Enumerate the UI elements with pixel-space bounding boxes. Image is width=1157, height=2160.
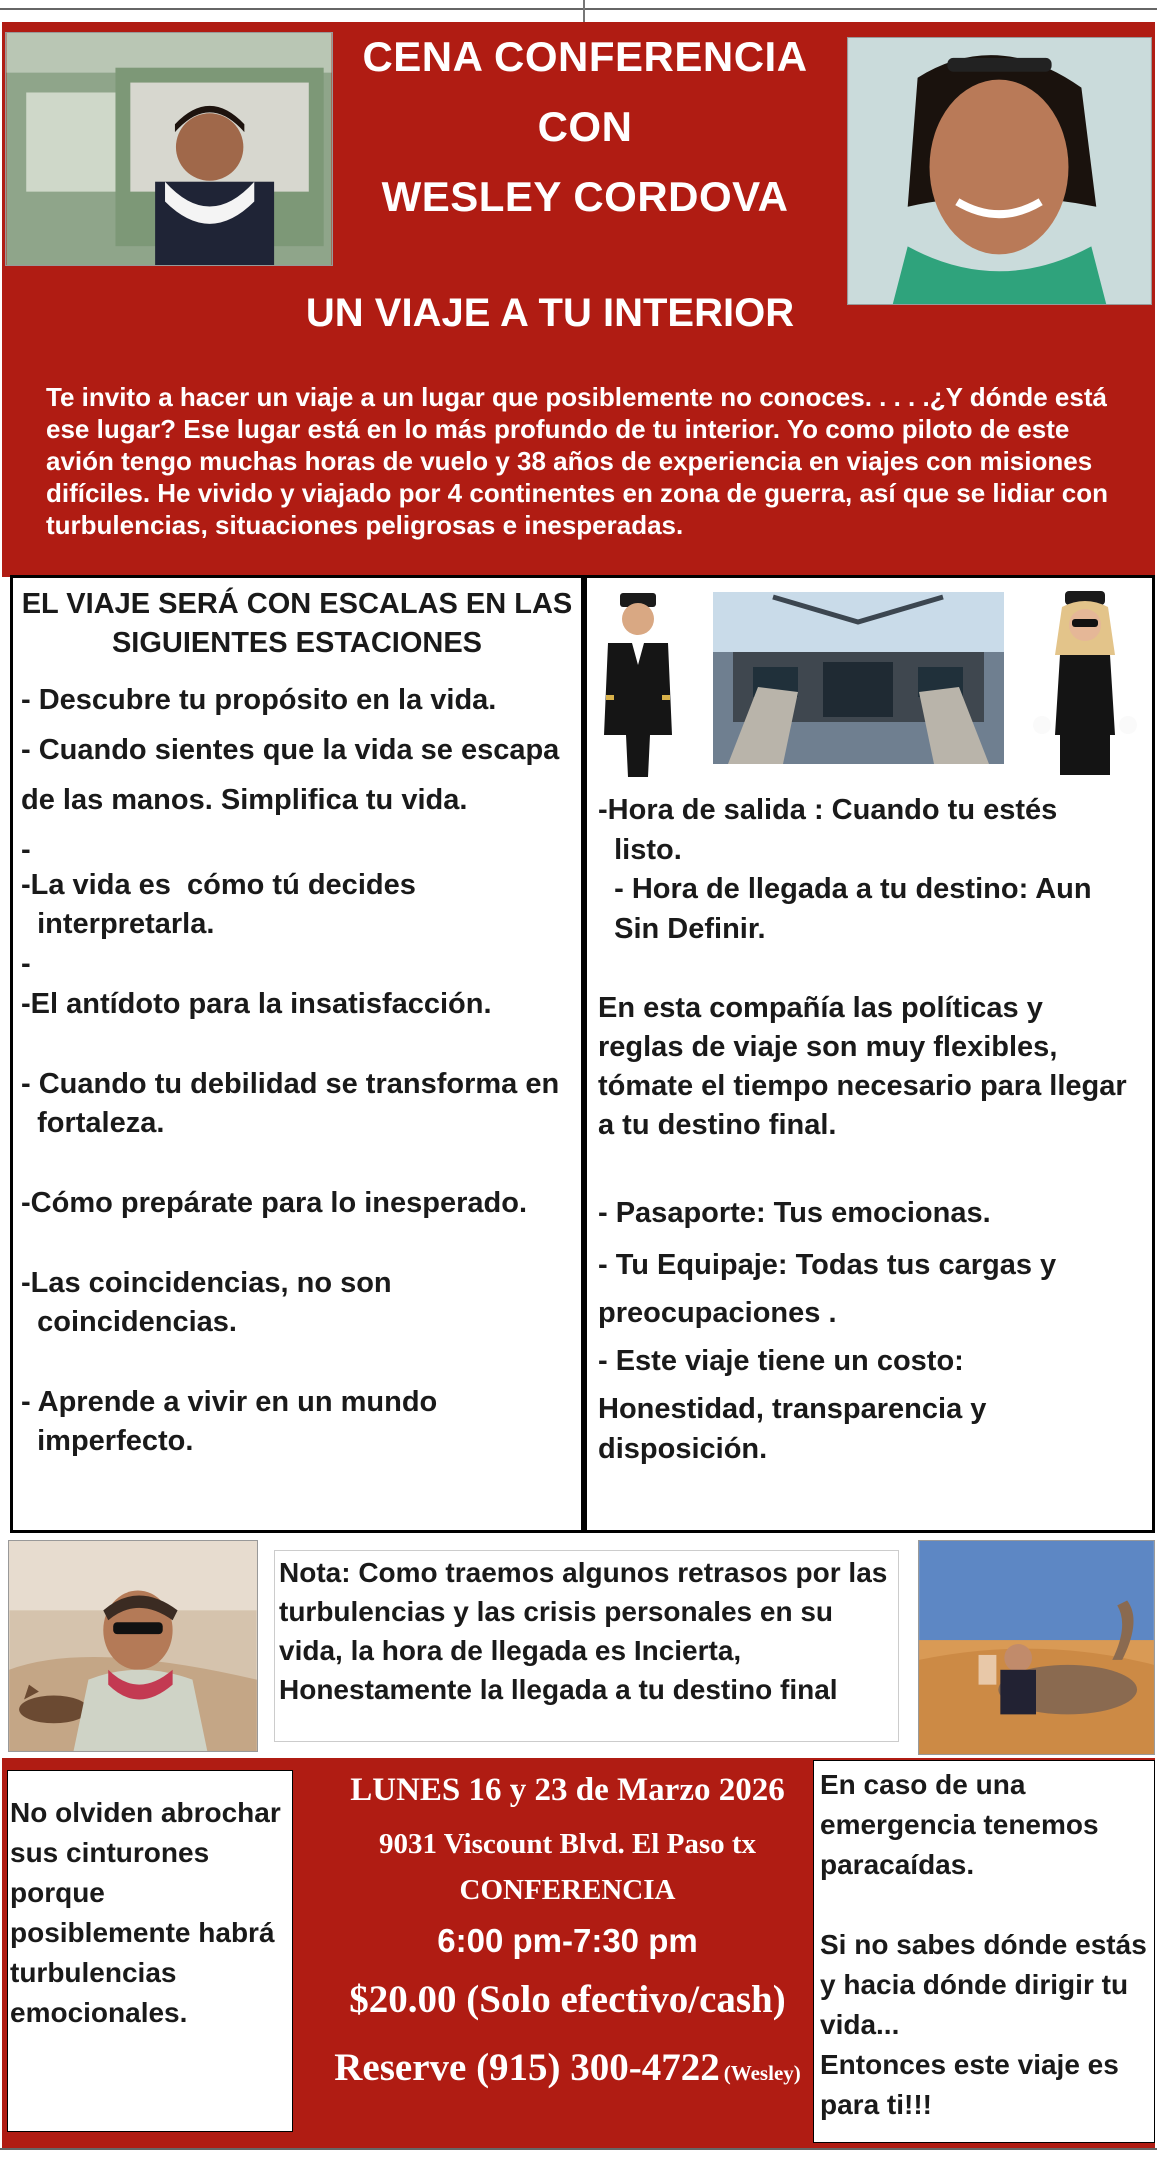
left-item-10: fortaleza.	[21, 1107, 165, 1139]
left-item-15: imperfecto.	[21, 1425, 194, 1457]
top-divider-tick	[583, 0, 585, 22]
right-item-1: -Hora de salida : Cuando tu estés	[598, 794, 1058, 826]
right-item-13: Honestidad, transparencia y	[598, 1393, 987, 1425]
top-left-photo	[5, 32, 333, 266]
seatbelt-text: No olviden abrochar sus cinturones porque posiblemente habrá turbulencias emocionales.	[10, 1797, 281, 2028]
seatbelt-box	[7, 1770, 293, 2132]
right-item-9: - Pasaporte: Tus emocionas.	[598, 1197, 991, 1229]
right-item-11: preocupaciones .	[598, 1297, 837, 1329]
airplane-cockpit-icon	[713, 592, 1004, 764]
event-address: 9031 Viscount Blvd. El Paso tx	[378, 1828, 757, 1860]
event-reserve	[300, 2040, 835, 2104]
left-item-11: -Cómo prepárate para lo inesperado.	[21, 1187, 528, 1219]
reserve-name: (Wesley)	[723, 2061, 801, 2085]
title-line-3: WESLEY CORDOVA	[381, 173, 789, 220]
left-item-8: -El antídoto para la insatisfacción.	[21, 988, 492, 1020]
right-item-14: disposición.	[598, 1433, 768, 1465]
stations-heading: EL VIAJE SERÁ CON ESCALAS EN LAS SIGUIENTES ESTACIONES	[21, 588, 573, 659]
left-item-12: -Las coincidencias, no son	[21, 1267, 392, 1299]
right-item-4: Sin Definir.	[598, 913, 766, 945]
male-pilot-icon	[590, 585, 685, 780]
intro-paragraph: Te invito a hacer un viaje a un lugar que posiblemente no conoces. . . . .¿Y dónde está ese lugar? Ese lugar está en lo más profundo de tu interior. Yo como piloto de este avión tengo muchas horas de vuelo y 38 años de experiencia en viajes con misiones difíciles. He vivido y viajado por 4 continentes en zona de guerra, así que se lidiar con turbulencias, situaciones peligrosas e inesperadas.	[46, 382, 1108, 540]
title-line-2: CON	[537, 103, 633, 150]
left-item-7: -	[21, 948, 31, 980]
left-item-2: - Cuando sientes que la vida se escapa	[21, 734, 560, 766]
note-box	[274, 1550, 899, 1742]
smiling-man-icon	[848, 38, 1151, 304]
left-item-9: - Cuando tu debilidad se transforma en	[21, 1068, 560, 1100]
left-item-4: -	[21, 834, 31, 866]
left-items	[13, 680, 581, 1530]
event-dates: LUNES 16 y 23 de Marzo 2026	[350, 1772, 785, 1808]
female-pilot-icon	[1020, 585, 1150, 780]
right-item-8: a tu destino final.	[598, 1109, 837, 1141]
cockpit-photo	[713, 592, 1004, 764]
top-rule	[0, 8, 1157, 10]
man-in-desert-icon	[9, 1541, 257, 1751]
note-text: Nota: Como traemos algunos retrasos por las turbulencias y las crisis personales en su vida, la hora de llegada es Incierta, Honestamente la llegada a tu destino final	[279, 1557, 888, 1705]
man-in-jeep-icon	[6, 33, 332, 265]
left-item-14: - Aprende a vivir en un mundo	[21, 1386, 438, 1418]
event-price: $20.00 (Solo efectivo/cash)	[349, 1978, 786, 2021]
right-item-12: - Este viaje tiene un costo:	[598, 1345, 964, 1377]
event-time: 6:00 pm-7:30 pm	[437, 1922, 698, 1959]
emergency-box	[813, 1760, 1155, 2143]
top-right-photo	[847, 37, 1152, 305]
right-items	[590, 790, 1152, 1510]
left-item-13: coincidencias.	[21, 1306, 237, 1338]
bottom-rule	[0, 2148, 1157, 2150]
right-item-6: reglas de viaje son muy flexibles,	[598, 1031, 1058, 1063]
reserve-phone: Reserve (915) 300-4722	[334, 2046, 720, 2089]
man-with-camel-icon	[919, 1541, 1154, 1754]
emergency-text: En caso de una emergencia tenemos paracaídas. Si no sabes dónde estás y hacia dónde dirigir tu vida... Entonces este viaje es para ti!!!	[820, 1769, 1147, 2120]
left-item-5: -La vida es cómo tú decides	[21, 869, 416, 901]
title-line-1: CENA CONFERENCIA	[362, 33, 808, 80]
right-item-10: - Tu Equipaje: Todas tus cargas y	[598, 1249, 1057, 1281]
desert-photo	[8, 1540, 258, 1752]
left-item-3: de las manos. Simplifica tu vida.	[21, 784, 468, 816]
left-item-1: - Descubre tu propósito en la vida.	[21, 684, 497, 716]
left-item-6: interpretarla.	[21, 908, 215, 940]
right-item-3: - Hora de llegada a tu destino: Aun	[598, 873, 1092, 905]
event-type: CONFERENCIA	[459, 1874, 676, 1906]
right-item-5: En esta compañía las políticas y	[598, 992, 1043, 1024]
subtitle: UN VIAJE A TU INTERIOR	[305, 291, 795, 335]
right-item-7: tómate el tiempo necesario para llegar	[598, 1070, 1127, 1102]
camel-photo	[918, 1540, 1155, 1755]
right-item-2: listo.	[598, 834, 682, 866]
